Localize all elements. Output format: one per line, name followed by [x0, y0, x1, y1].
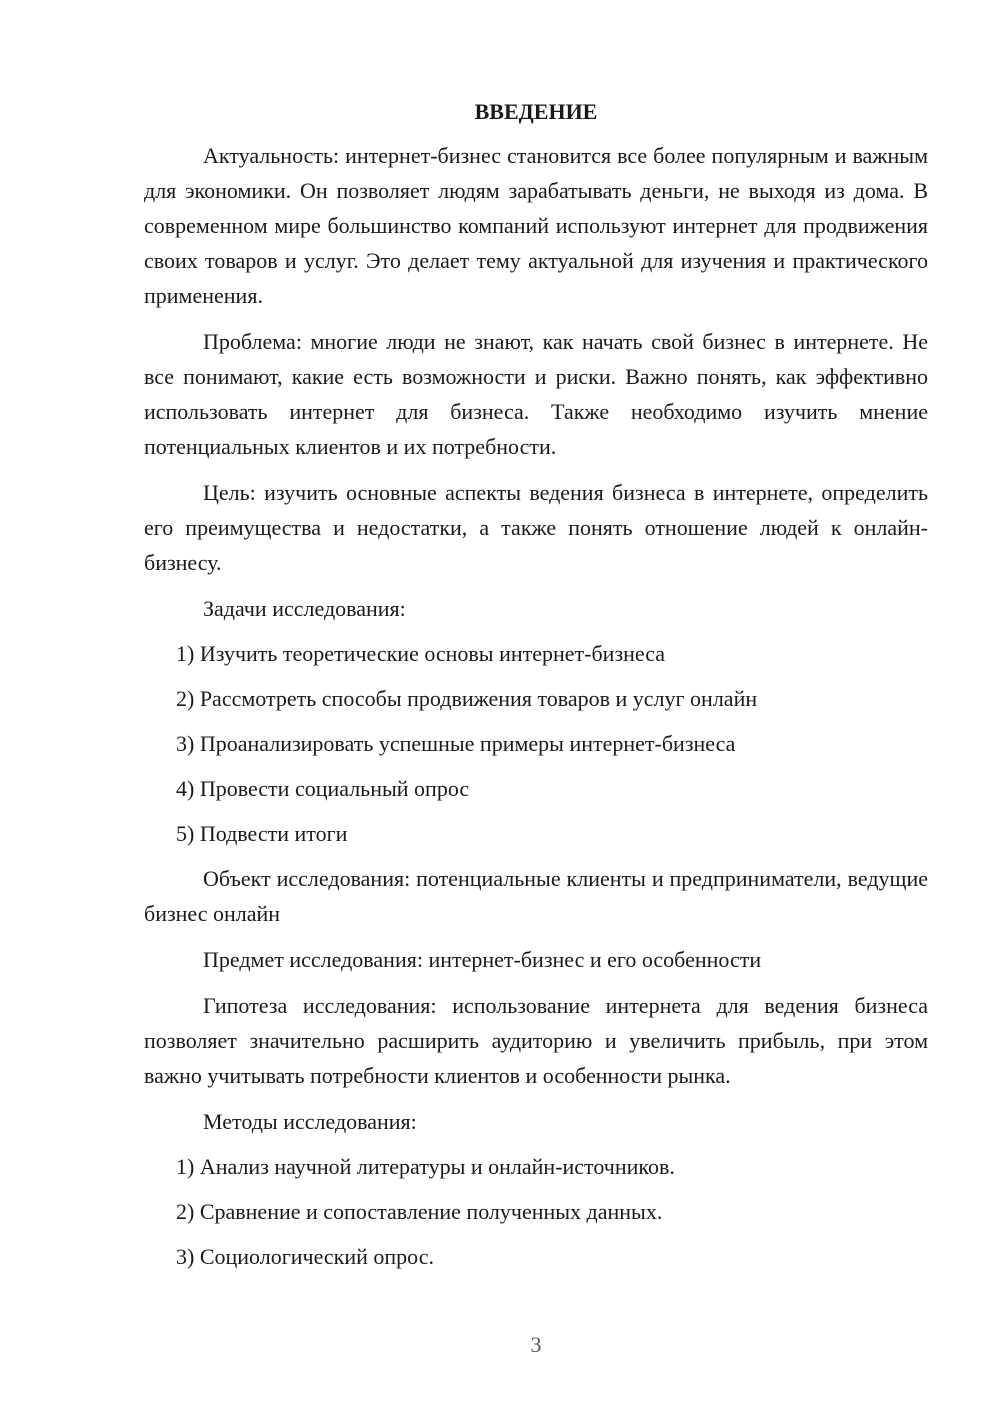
tasks-heading: Задачи исследования: — [203, 596, 406, 621]
page-title: ВВЕДЕНИЕ — [474, 99, 598, 124]
method-item-2: 2) Сравнение и сопоставление полученных данных. — [176, 1199, 663, 1224]
task-item-1: 1) Изучить теоретические основы интернет-бизнеса — [176, 641, 666, 666]
method-item-3: 3) Социологический опрос. — [176, 1244, 434, 1269]
document-body — [144, 96, 928, 1284]
hypothesis-paragraph: Гипотеза исследования: использование интернета для ведения бизнеса позволяет значительно расширить аудиторию и увеличить прибыль, при этом важно учитывать потребности клиентов и особенности рынка. — [144, 993, 928, 1088]
subject-paragraph: Предмет исследования: интернет-бизнес и его особенности — [203, 947, 762, 972]
object-paragraph: Объект исследования: потенциальные клиенты и предприниматели, ведущие бизнес онлайн — [144, 866, 928, 926]
problem-paragraph: Проблема: многие люди не знают, как начать свой бизнес в интернете. Не все понимают, какие есть возможности и риски. Важно понять, как эффективно использовать интернет для бизнеса. Также необходимо изучить мнение потенциальных клиентов и их потребности. — [144, 329, 928, 459]
relevance-paragraph: Актуальность: интернет-бизнес становится все более популярным и важным для экономики. Он позволяет людям зарабатывать деньги, не выходя из дома. В современном мире большинство компаний используют интернет для продвижения своих товаров и услуг. Это делает тему актуальной для изучения и практического применения. — [144, 143, 928, 308]
task-item-2: 2) Рассмотреть способы продвижения товаров и услуг онлайн — [176, 686, 758, 711]
page-number: 3 — [530, 1332, 542, 1357]
method-item-1: 1) Анализ научной литературы и онлайн-источников. — [176, 1154, 675, 1179]
task-item-5: 5) Подвести итоги — [176, 821, 348, 846]
goal-paragraph: Цель: изучить основные аспекты ведения бизнеса в интернете, определить его преимущества и недостатки, а также понять отношение людей к онлайн-бизнесу. — [144, 480, 928, 575]
task-item-3: 3) Проанализировать успешные примеры интернет-бизнеса — [176, 731, 736, 756]
methods-heading: Методы исследования: — [203, 1109, 417, 1134]
task-item-4: 4) Провести социальный опрос — [176, 776, 470, 801]
